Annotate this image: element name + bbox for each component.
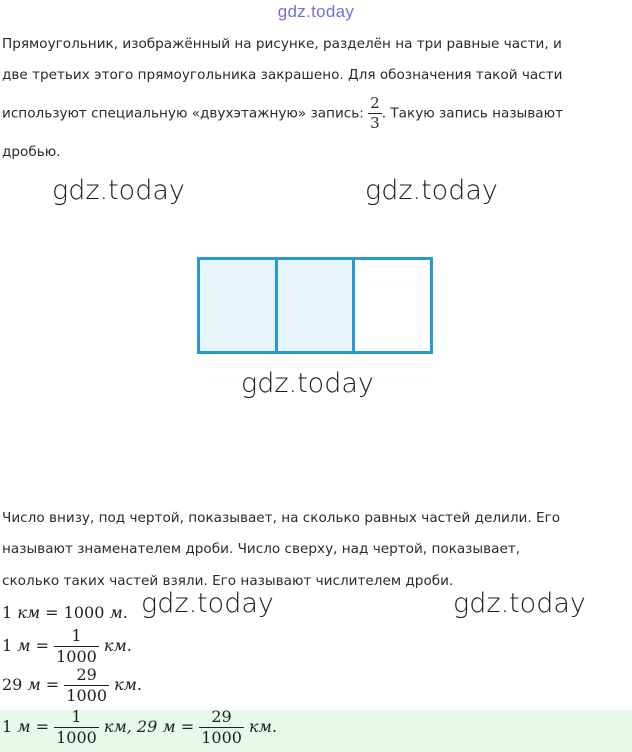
eq2-unit-km: км. <box>98 636 132 655</box>
explain-line-1: Число внизу, под чертой, показывает, на сколько равных частей делили. Его <box>2 510 561 526</box>
eq3-unit-km: км. <box>109 675 143 694</box>
eq4-denominator-1: 1000 <box>56 728 97 747</box>
watermark: gdz.today <box>453 588 586 619</box>
fraction-numerator: 2 <box>370 94 380 112</box>
eq3-left: 29 <box>2 675 28 694</box>
eq2-fraction <box>54 628 99 665</box>
eq4-fraction-1 <box>54 709 99 746</box>
eq4-unit-m: м <box>17 717 31 736</box>
explain-line-3: сколько таких частей взяли. Его называют числителем дроби. <box>2 573 454 589</box>
eq2-numerator: 1 <box>71 626 82 645</box>
intro-line-2: две третьих этого прямоугольника закрашено. Для обозначения такой части <box>2 67 563 83</box>
top-watermark: gdz.today <box>277 2 355 21</box>
eq4-fraction-2 <box>199 709 244 746</box>
eq4-mid: км, 29 <box>98 717 163 736</box>
eq3-numerator: 29 <box>76 665 97 684</box>
eq4-unit-km-end: км. <box>243 717 277 736</box>
eq2-equals: = <box>30 636 55 655</box>
eq3-unit-m: м <box>27 675 41 694</box>
watermark: gdz.today <box>52 175 185 206</box>
fraction-two-thirds <box>368 96 382 131</box>
watermark: gdz.today <box>141 588 274 619</box>
shaded-part-2 <box>275 257 355 354</box>
eq4-numerator-1: 1 <box>71 707 82 726</box>
eq2-unit-m: м <box>17 636 31 655</box>
intro-line-3-before: используют специальную «двухэтажную» запись: <box>2 105 369 122</box>
explain-line-2: называют знаменателем дроби. Число сверху, над чертой, показывает, <box>2 541 521 557</box>
divided-rectangle <box>197 257 433 354</box>
unshaded-part <box>352 257 433 354</box>
fraction-denominator: 3 <box>370 114 380 132</box>
eq4-equals: = <box>30 717 55 736</box>
equation-km-to-m <box>2 603 128 622</box>
eq4-left: 1 <box>2 717 18 736</box>
explanation-paragraph <box>2 510 628 600</box>
eq4-numerator-2: 29 <box>211 707 232 726</box>
shaded-part-1 <box>197 257 278 354</box>
intro-paragraph <box>2 36 628 166</box>
eq1-left: 1 <box>2 603 18 622</box>
equation-m-to-km <box>2 628 132 665</box>
eq4-unit-m-2: м <box>162 717 176 736</box>
eq2-left: 1 <box>2 636 18 655</box>
eq1-mid: = 1000 <box>40 603 110 622</box>
eq3-fraction <box>64 667 109 704</box>
watermark: gdz.today <box>365 175 498 206</box>
intro-line-1: Прямоугольник, изображённый на рисунке, разделён на три равные части, и <box>2 36 562 52</box>
eq3-equals: = <box>40 675 65 694</box>
equation-29m-to-km <box>2 667 142 704</box>
intro-line-4: дробью. <box>2 144 61 160</box>
eq4-equals-2: = <box>175 717 200 736</box>
intro-line-3 <box>2 96 563 131</box>
answer-equation <box>2 709 277 746</box>
eq2-denominator: 1000 <box>56 647 97 666</box>
eq1-unit-m: м. <box>109 603 128 622</box>
eq1-unit-km: км <box>17 603 41 622</box>
eq4-denominator-2: 1000 <box>201 728 242 747</box>
intro-line-3-after: . Такую запись называют <box>381 105 563 122</box>
eq3-denominator: 1000 <box>66 686 108 705</box>
watermark: gdz.today <box>241 368 374 399</box>
